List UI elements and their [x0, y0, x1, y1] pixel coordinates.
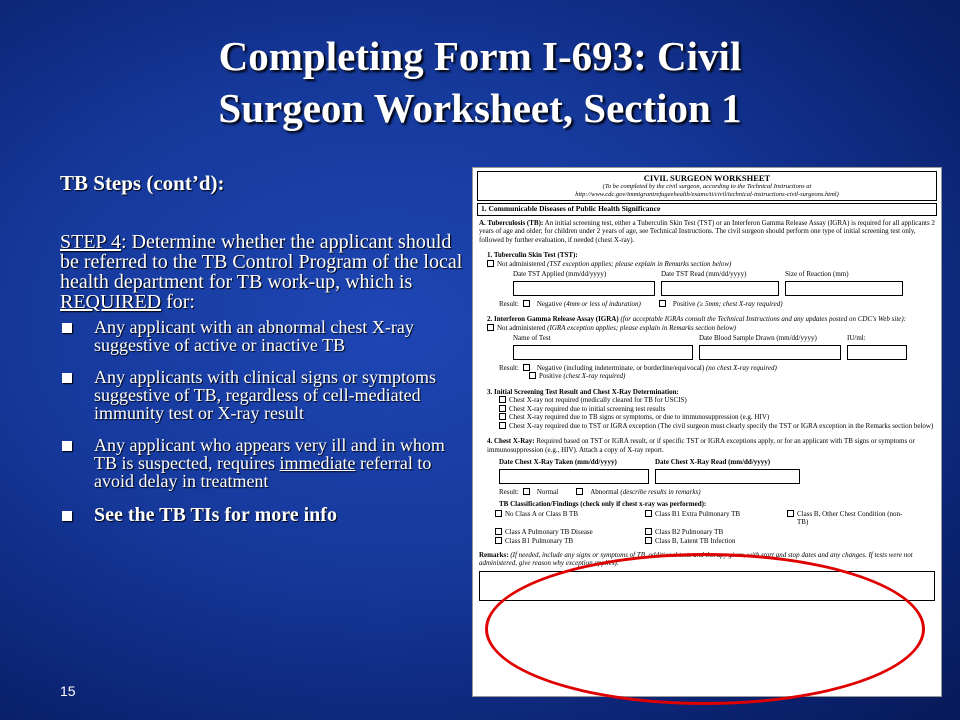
igra-not-admin-note: (IGRA exception applies; please explain in Remarks section below)	[545, 323, 736, 332]
checkbox[interactable]	[495, 528, 502, 535]
option-label: Class B, Latent TB Infection	[655, 537, 736, 545]
civil-surgeon-worksheet-image	[472, 167, 942, 697]
option-label: Class B1 Pulmonary TB	[505, 537, 574, 545]
bullet-text: Any applicant with an abnormal chest X-ray suggestive of active or inactive TB	[94, 317, 414, 355]
classification-option	[495, 528, 645, 537]
initial-screening-heading: 3. Initial Screening Test Result and Chest X-Ray Determination:	[487, 387, 679, 396]
worksheet-title: CIVIL SURGEON WORKSHEET	[643, 173, 771, 183]
tst-result-row	[473, 300, 941, 309]
input-box[interactable]	[499, 469, 649, 484]
worksheet-subtitle-1: (To be completed by the civil surgeon, according to the Technical Instructions at	[602, 183, 812, 190]
checkbox[interactable]	[499, 396, 506, 403]
igra-positive-label: Positive	[539, 372, 562, 380]
checkbox[interactable]	[787, 510, 794, 517]
igra-negative-note: (no chest X-ray required)	[704, 363, 777, 372]
classification-option	[495, 537, 645, 546]
field-label: Date TST Applied (mm/dd/yyyy)	[513, 270, 607, 278]
classification-option	[645, 510, 787, 527]
igra-heading	[473, 312, 941, 324]
classification-empty	[787, 528, 907, 537]
bullet-text: See the TB TIs for more info	[94, 504, 337, 526]
checkbox[interactable]	[645, 510, 652, 517]
bullet-text: Any applicant who appears very ill and in whom TB is suspected, requires	[94, 435, 445, 473]
bullet-text: Any applicants with clinical signs or symptoms suggestive of TB, regardless of cell-mediated immunity test or X-ray result	[94, 367, 436, 423]
remarks-text	[473, 548, 941, 568]
checkbox[interactable]	[499, 405, 506, 412]
subheading: TB Steps (cont’d):	[60, 171, 225, 195]
slide-title-line2: Surgeon Worksheet, Section 1	[218, 85, 742, 131]
input-box[interactable]	[513, 281, 655, 296]
bullet-square-icon	[62, 323, 72, 333]
result-label: Result:	[499, 487, 519, 496]
cxr-abnormal-note: (describe results in remarks)	[618, 487, 701, 496]
igra-negative-label: Negative (including indeterminate, or borderline/equivocal)	[536, 363, 705, 372]
tb-classification-heading: TB Classification/Findings (check only if chest x-ray was performed):	[499, 500, 707, 508]
option-label: Class B2 Pulmonary TB	[655, 527, 724, 536]
step-text-2: for:	[161, 291, 195, 313]
cxr-date-taken-field	[499, 458, 649, 484]
cxr-normal-label: Normal	[536, 487, 559, 496]
option-label: Chest X-ray required due to TST or IGRA exception (The civil surgeon must clearly specify the TST or IGRA exception in the Remarks section below)	[509, 421, 934, 430]
tb-intro	[473, 216, 941, 245]
result-label: Result:	[499, 299, 519, 308]
tst-positive-note: (≥ 5mm; chest X-ray required)	[695, 299, 783, 308]
section-1-heading: 1. Communicable Diseases of Public Health Significance	[477, 203, 937, 216]
cxr-fields	[473, 458, 941, 484]
tb-text: An initial screening test, either a Tuberculin Skin Test (TST) or an Interferon Gamma Release Assay (IGRA) is required for all applicants 2 years of age and older; for children under 2 years of age, see Technical Instructions. The civil surgeon should perform one type of initial screening test only, followed by further evaluation, if needed (chest X-ray).	[479, 218, 935, 244]
option-label: No Class A or Class B TB	[505, 509, 578, 518]
igra-positive-row	[473, 372, 941, 381]
remarks-note: (If needed, include any signs or symptoms of TB, additional tests and therapy given, with start and stop dates and any changes. If tests were not administered, give reason why exception applies).	[479, 550, 913, 567]
tst-date-applied-field	[513, 270, 655, 296]
igra-positive-note: (chest X-ray required)	[561, 372, 626, 380]
bullet-item-more-info	[60, 504, 470, 526]
checkbox[interactable]	[499, 422, 506, 429]
initial-option	[473, 405, 941, 414]
checkbox[interactable]	[495, 537, 502, 544]
tst-heading: 1. Tuberculin Skin Test (TST):	[487, 251, 578, 259]
classification-empty	[787, 537, 907, 546]
checkbox[interactable]	[645, 528, 652, 535]
slide-body	[60, 170, 470, 540]
remarks-box[interactable]	[479, 571, 935, 601]
input-box[interactable]	[785, 281, 903, 296]
tst-positive-label: Positive	[672, 299, 696, 308]
required-word: REQUIRED	[60, 291, 162, 313]
input-box[interactable]	[699, 345, 841, 360]
tst-fields	[473, 270, 941, 296]
worksheet-header	[477, 171, 937, 201]
initial-option	[473, 396, 941, 405]
field-label: Size of Reaction (mm)	[785, 270, 849, 278]
field-label: Date Blood Sample Drawn (mm/dd/yyyy)	[699, 334, 817, 342]
step-text-1: : Determine whether the applicant should be referred to the TB Control Program of the local health department for TB work-up, which is	[60, 231, 463, 293]
field-label: Date TST Read (mm/dd/yyyy)	[661, 270, 747, 278]
checkbox[interactable]	[659, 300, 666, 307]
option-label: Chest X-ray required due to initial screening test results	[509, 404, 666, 413]
option-label: Chest X-ray required due to TB signs or symptoms, or due to immunosuppression (e.g. HIV)	[509, 413, 770, 421]
cxr-abnormal-label: Abnormal	[590, 487, 619, 496]
field-label: Date Chest X-Ray Read (mm/dd/yyyy)	[655, 458, 771, 466]
cxr-text: Required based on TST or IGRA result, or if specific TST or IGRA exceptions apply, or for an applicant with TB signs or symptoms or immunosuppression (e.g., HIV). Attach a copy of X-ray report.	[487, 437, 915, 454]
slide-title-line1: Completing Form I-693: Civil	[218, 33, 742, 79]
tst-size-field	[785, 270, 903, 296]
checkbox[interactable]	[523, 488, 530, 495]
tst-not-admin-note: (TST exception applies; please explain in Remarks section below)	[545, 259, 732, 268]
worksheet-subtitle-2: http://www.cdc.gov/immigrantrefugeehealth/exams/ti/civil/technical-instructions-civil-surgeons.html)	[575, 190, 839, 198]
page-number: 15	[60, 683, 76, 699]
classification-option	[645, 537, 787, 546]
slide-title	[40, 30, 920, 134]
igra-iu-field	[847, 334, 907, 360]
classification-option	[495, 510, 645, 527]
igra-date-drawn-field	[699, 334, 841, 360]
tst-not-admin-label: Not administered	[497, 259, 546, 268]
input-box[interactable]	[513, 345, 693, 360]
checkbox[interactable]	[523, 300, 530, 307]
bullet-item	[60, 436, 470, 490]
tb-classification-grid	[473, 510, 941, 546]
step-label: STEP 4	[60, 231, 121, 253]
checkbox[interactable]	[529, 372, 536, 379]
igra-result-row	[473, 364, 941, 373]
checkbox[interactable]	[576, 488, 583, 495]
chest-xray-heading	[473, 434, 941, 454]
bullet-square-icon	[62, 511, 72, 521]
classification-option	[645, 528, 787, 537]
tst-date-read-field	[661, 270, 779, 296]
input-box[interactable]	[661, 281, 779, 296]
cxr-result-row	[473, 488, 941, 497]
checkbox[interactable]	[499, 413, 506, 420]
bullet-item	[60, 318, 470, 354]
step-4-paragraph	[60, 232, 470, 312]
checkbox[interactable]	[487, 324, 494, 331]
checkbox[interactable]	[495, 510, 502, 517]
cxr-date-read-field	[655, 458, 800, 484]
tst-negative-label: Negative	[536, 299, 563, 308]
input-box[interactable]	[655, 469, 800, 484]
checkbox[interactable]	[523, 364, 530, 371]
tst-negative-note: (4mm or less of induration)	[562, 299, 641, 308]
igra-heading-note: (for acceptable IGRAs consult the Technical Instructions and any updates posted on CDC's Web site):	[618, 315, 907, 323]
bullet-list	[60, 318, 470, 526]
igra-not-administered	[473, 324, 941, 333]
remarks-label: Remarks:	[479, 550, 509, 559]
bullet-text-end: referral to avoid delay in treatment	[94, 453, 432, 491]
option-label: Class A Pulmonary TB Disease	[505, 527, 593, 536]
initial-option	[473, 422, 941, 431]
igra-not-admin-label: Not administered	[497, 323, 546, 332]
igra-heading-label: 2. Interferon Gamma Release Assay (IGRA)	[487, 315, 619, 323]
initial-option	[473, 413, 941, 422]
field-label: Name of Test	[513, 334, 551, 342]
input-box[interactable]	[847, 345, 907, 360]
field-label: IU/ml:	[847, 334, 866, 342]
bullet-square-icon	[62, 441, 72, 451]
option-label: Class B1 Extra Pulmonary TB	[655, 509, 741, 518]
tb-label: A. Tuberculosis (TB):	[479, 218, 544, 227]
checkbox[interactable]	[487, 260, 494, 267]
option-label: Chest X-ray not required (medically cleared for TB for USCIS)	[509, 396, 687, 404]
immediate-word: immediate	[279, 453, 356, 473]
result-label: Result:	[499, 363, 519, 372]
option-label: Class B, Other Chest Condition (non-TB)	[797, 509, 903, 526]
bullet-item	[60, 368, 470, 422]
field-label: Date Chest X-Ray Taken (mm/dd/yyyy)	[499, 458, 617, 466]
cxr-heading-label: 4. Chest X-Ray:	[487, 437, 535, 445]
checkbox[interactable]	[645, 537, 652, 544]
igra-test-name-field	[513, 334, 693, 360]
classification-option	[787, 510, 907, 527]
igra-fields	[473, 334, 941, 360]
tst-not-administered	[473, 260, 941, 269]
bullet-square-icon	[62, 373, 72, 383]
